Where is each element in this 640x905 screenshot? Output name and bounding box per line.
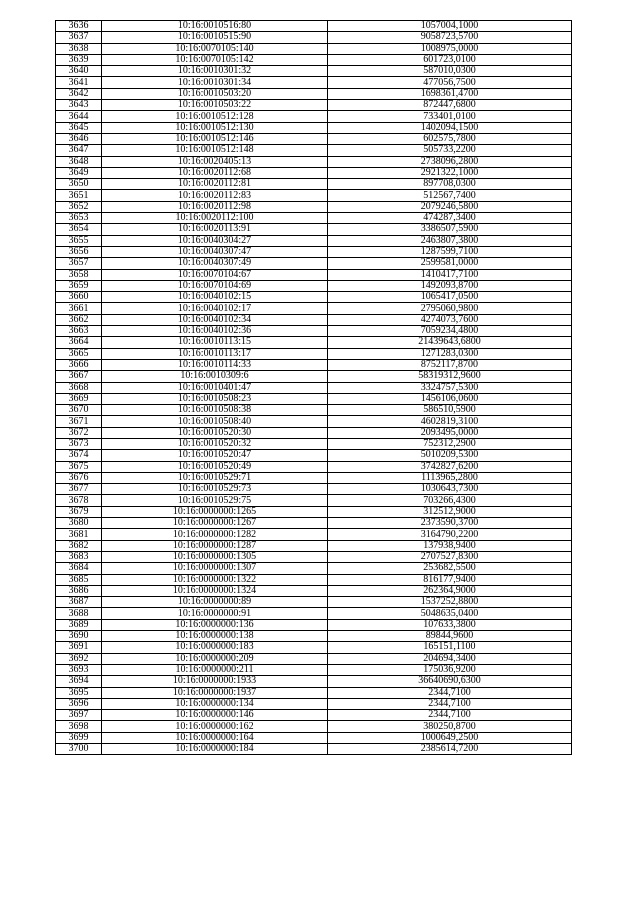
cadastral-number-cell: 10:16:0000000:1324 xyxy=(102,585,328,596)
table-row xyxy=(56,495,572,506)
value-cell: 505733,2200 xyxy=(328,145,572,156)
row-number-cell: 3670 xyxy=(56,405,102,416)
table-row xyxy=(56,21,572,32)
row-number-cell: 3646 xyxy=(56,133,102,144)
cadastral-number-cell: 10:16:0000000:134 xyxy=(102,698,328,709)
cadastral-number-cell: 10:16:0010503:20 xyxy=(102,88,328,99)
table-row xyxy=(56,145,572,156)
value-cell: 3386507,5900 xyxy=(328,224,572,235)
row-number-cell: 3636 xyxy=(56,21,102,32)
value-cell: 1456106,0600 xyxy=(328,393,572,404)
row-number-cell: 3697 xyxy=(56,710,102,721)
value-cell: 703266,4300 xyxy=(328,495,572,506)
value-cell: 3164790,2200 xyxy=(328,529,572,540)
cadastral-number-cell: 10:16:0010401:47 xyxy=(102,382,328,393)
table-row xyxy=(56,664,572,675)
row-number-cell: 3638 xyxy=(56,43,102,54)
value-cell: 1030643,7300 xyxy=(328,484,572,495)
table-row xyxy=(56,269,572,280)
table-row xyxy=(56,732,572,743)
row-number-cell: 3696 xyxy=(56,698,102,709)
row-number-cell: 3668 xyxy=(56,382,102,393)
row-number-cell: 3650 xyxy=(56,179,102,190)
value-cell: 897708,0300 xyxy=(328,179,572,190)
table-row xyxy=(56,597,572,608)
value-cell: 253682,5500 xyxy=(328,563,572,574)
table-row xyxy=(56,450,572,461)
row-number-cell: 3642 xyxy=(56,88,102,99)
table-row xyxy=(56,676,572,687)
table-row xyxy=(56,258,572,269)
cadastral-number-cell: 10:16:0000000:136 xyxy=(102,619,328,630)
cadastral-number-cell: 10:16:0010301:34 xyxy=(102,77,328,88)
table-row xyxy=(56,438,572,449)
cadastral-number-cell: 10:16:0010520:49 xyxy=(102,461,328,472)
value-cell: 58319312,9600 xyxy=(328,371,572,382)
value-cell: 2707527,8300 xyxy=(328,551,572,562)
value-cell: 2344,7100 xyxy=(328,698,572,709)
value-cell: 312512,9000 xyxy=(328,506,572,517)
cadastral-number-cell: 10:16:0000000:1322 xyxy=(102,574,328,585)
row-number-cell: 3698 xyxy=(56,721,102,732)
cadastral-number-cell: 10:16:0010309:6 xyxy=(102,371,328,382)
row-number-cell: 3692 xyxy=(56,653,102,664)
cadastral-number-cell: 10:16:0010114:33 xyxy=(102,359,328,370)
row-number-cell: 3682 xyxy=(56,540,102,551)
row-number-cell: 3657 xyxy=(56,258,102,269)
cadastral-number-cell: 10:16:0040102:34 xyxy=(102,314,328,325)
row-number-cell: 3654 xyxy=(56,224,102,235)
cadastral-number-cell: 10:16:0010520:32 xyxy=(102,438,328,449)
row-number-cell: 3664 xyxy=(56,337,102,348)
cadastral-number-cell: 10:16:0040307:47 xyxy=(102,246,328,257)
row-number-cell: 3665 xyxy=(56,348,102,359)
data-table xyxy=(55,20,572,755)
cadastral-number-cell: 10:16:0000000:1937 xyxy=(102,687,328,698)
value-cell: 8752117,8700 xyxy=(328,359,572,370)
value-cell: 1698361,4700 xyxy=(328,88,572,99)
row-number-cell: 3690 xyxy=(56,631,102,642)
value-cell: 601723,0100 xyxy=(328,54,572,65)
row-number-cell: 3684 xyxy=(56,563,102,574)
cadastral-number-cell: 10:16:0010508:23 xyxy=(102,393,328,404)
cadastral-number-cell: 10:16:0070105:142 xyxy=(102,54,328,65)
table-row xyxy=(56,246,572,257)
row-number-cell: 3643 xyxy=(56,100,102,111)
value-cell: 2921322,1000 xyxy=(328,167,572,178)
row-number-cell: 3637 xyxy=(56,32,102,43)
row-number-cell: 3645 xyxy=(56,122,102,133)
value-cell: 1008975,0000 xyxy=(328,43,572,54)
value-cell: 733401,0100 xyxy=(328,111,572,122)
cadastral-number-cell: 10:16:0010508:40 xyxy=(102,416,328,427)
row-number-cell: 3676 xyxy=(56,472,102,483)
cadastral-number-cell: 10:16:0010520:30 xyxy=(102,427,328,438)
row-number-cell: 3687 xyxy=(56,597,102,608)
table-row xyxy=(56,427,572,438)
table-row xyxy=(56,337,572,348)
row-number-cell: 3640 xyxy=(56,66,102,77)
cadastral-number-cell: 10:16:0070105:140 xyxy=(102,43,328,54)
row-number-cell: 3673 xyxy=(56,438,102,449)
cadastral-number-cell: 10:16:0000000:184 xyxy=(102,744,328,755)
cadastral-number-cell: 10:16:0000000:138 xyxy=(102,631,328,642)
table-row xyxy=(56,235,572,246)
cadastral-number-cell: 10:16:0020113:91 xyxy=(102,224,328,235)
cadastral-number-cell: 10:16:0070104:69 xyxy=(102,280,328,291)
row-number-cell: 3649 xyxy=(56,167,102,178)
table-row xyxy=(56,551,572,562)
value-cell: 175036,9200 xyxy=(328,664,572,675)
row-number-cell: 3653 xyxy=(56,213,102,224)
cadastral-number-cell: 10:16:0000000:1267 xyxy=(102,518,328,529)
cadastral-number-cell: 10:16:0000000:91 xyxy=(102,608,328,619)
table-row xyxy=(56,405,572,416)
table-row xyxy=(56,66,572,77)
value-cell: 752312,2900 xyxy=(328,438,572,449)
row-number-cell: 3681 xyxy=(56,529,102,540)
table-row xyxy=(56,88,572,99)
value-cell: 2344,7100 xyxy=(328,710,572,721)
table-row xyxy=(56,326,572,337)
cadastral-number-cell: 10:16:0040102:36 xyxy=(102,326,328,337)
row-number-cell: 3683 xyxy=(56,551,102,562)
row-number-cell: 3661 xyxy=(56,303,102,314)
value-cell: 872447,6800 xyxy=(328,100,572,111)
value-cell: 1271283,0300 xyxy=(328,348,572,359)
cadastral-number-cell: 10:16:0020112:68 xyxy=(102,167,328,178)
table-row xyxy=(56,653,572,664)
value-cell: 3742827,6200 xyxy=(328,461,572,472)
cadastral-number-cell: 10:16:0000000:211 xyxy=(102,664,328,675)
value-cell: 1065417,0500 xyxy=(328,292,572,303)
table-row xyxy=(56,631,572,642)
value-cell: 477056,7500 xyxy=(328,77,572,88)
cadastral-number-cell: 10:16:0010512:146 xyxy=(102,133,328,144)
value-cell: 204694,3400 xyxy=(328,653,572,664)
value-cell: 3324757,5300 xyxy=(328,382,572,393)
value-cell: 1410417,7100 xyxy=(328,269,572,280)
table-row xyxy=(56,529,572,540)
value-cell: 262364,9000 xyxy=(328,585,572,596)
cadastral-number-cell: 10:16:0010503:22 xyxy=(102,100,328,111)
cadastral-number-cell: 10:16:0000000:1307 xyxy=(102,563,328,574)
table-row xyxy=(56,585,572,596)
table-row xyxy=(56,574,572,585)
value-cell: 5048635,0400 xyxy=(328,608,572,619)
cadastral-number-cell: 10:16:0010529:73 xyxy=(102,484,328,495)
table-row xyxy=(56,292,572,303)
row-number-cell: 3677 xyxy=(56,484,102,495)
row-number-cell: 3699 xyxy=(56,732,102,743)
value-cell: 36640690,6300 xyxy=(328,676,572,687)
cadastral-number-cell: 10:16:0000000:1287 xyxy=(102,540,328,551)
cadastral-number-cell: 10:16:0010516:80 xyxy=(102,21,328,32)
value-cell: 2079246,5800 xyxy=(328,201,572,212)
table-row xyxy=(56,619,572,630)
table-row xyxy=(56,111,572,122)
cadastral-number-cell: 10:16:0000000:209 xyxy=(102,653,328,664)
table-row xyxy=(56,359,572,370)
value-cell: 816177,9400 xyxy=(328,574,572,585)
table-row xyxy=(56,382,572,393)
row-number-cell: 3658 xyxy=(56,269,102,280)
table-body xyxy=(56,21,572,755)
cadastral-number-cell: 10:16:0040304:27 xyxy=(102,235,328,246)
row-number-cell: 3675 xyxy=(56,461,102,472)
value-cell: 2093495,0000 xyxy=(328,427,572,438)
value-cell: 2463807,3800 xyxy=(328,235,572,246)
cadastral-number-cell: 10:16:0040102:17 xyxy=(102,303,328,314)
cadastral-number-cell: 10:16:0010529:75 xyxy=(102,495,328,506)
table-row xyxy=(56,608,572,619)
row-number-cell: 3693 xyxy=(56,664,102,675)
table-row xyxy=(56,710,572,721)
row-number-cell: 3659 xyxy=(56,280,102,291)
row-number-cell: 3672 xyxy=(56,427,102,438)
table-row xyxy=(56,201,572,212)
row-number-cell: 3669 xyxy=(56,393,102,404)
cadastral-number-cell: 10:16:0010515:90 xyxy=(102,32,328,43)
cadastral-number-cell: 10:16:0010113:15 xyxy=(102,337,328,348)
table-row xyxy=(56,156,572,167)
row-number-cell: 3648 xyxy=(56,156,102,167)
value-cell: 1537252,8800 xyxy=(328,597,572,608)
table-row xyxy=(56,303,572,314)
table-row xyxy=(56,472,572,483)
table-row xyxy=(56,54,572,65)
cadastral-number-cell: 10:16:0070104:67 xyxy=(102,269,328,280)
cadastral-number-cell: 10:16:0000000:1933 xyxy=(102,676,328,687)
cadastral-number-cell: 10:16:0000000:146 xyxy=(102,710,328,721)
row-number-cell: 3644 xyxy=(56,111,102,122)
value-cell: 2373590,3700 xyxy=(328,518,572,529)
cadastral-number-cell: 10:16:0000000:164 xyxy=(102,732,328,743)
value-cell: 5010209,5300 xyxy=(328,450,572,461)
table-row xyxy=(56,540,572,551)
cadastral-number-cell: 10:16:0010113:17 xyxy=(102,348,328,359)
table-row xyxy=(56,461,572,472)
table-row xyxy=(56,744,572,755)
table-row xyxy=(56,190,572,201)
cadastral-number-cell: 10:16:0010520:47 xyxy=(102,450,328,461)
cadastral-number-cell: 10:16:0010508:38 xyxy=(102,405,328,416)
row-number-cell: 3674 xyxy=(56,450,102,461)
table-row xyxy=(56,100,572,111)
row-number-cell: 3700 xyxy=(56,744,102,755)
row-number-cell: 3689 xyxy=(56,619,102,630)
table-row xyxy=(56,416,572,427)
row-number-cell: 3694 xyxy=(56,676,102,687)
value-cell: 1402094,1500 xyxy=(328,122,572,133)
row-number-cell: 3691 xyxy=(56,642,102,653)
value-cell: 602575,7800 xyxy=(328,133,572,144)
table-row xyxy=(56,563,572,574)
value-cell: 1287599,7100 xyxy=(328,246,572,257)
value-cell: 2738096,2800 xyxy=(328,156,572,167)
row-number-cell: 3666 xyxy=(56,359,102,370)
value-cell: 21439643,6800 xyxy=(328,337,572,348)
value-cell: 89844,9600 xyxy=(328,631,572,642)
row-number-cell: 3688 xyxy=(56,608,102,619)
value-cell: 4274073,7600 xyxy=(328,314,572,325)
table-row xyxy=(56,167,572,178)
value-cell: 9058723,5700 xyxy=(328,32,572,43)
table-row xyxy=(56,213,572,224)
value-cell: 380250,8700 xyxy=(328,721,572,732)
value-cell: 137938,9400 xyxy=(328,540,572,551)
cadastral-number-cell: 10:16:0000000:162 xyxy=(102,721,328,732)
cadastral-number-cell: 10:16:0010301:32 xyxy=(102,66,328,77)
row-number-cell: 3667 xyxy=(56,371,102,382)
cadastral-number-cell: 10:16:0010512:130 xyxy=(102,122,328,133)
value-cell: 2795060,9800 xyxy=(328,303,572,314)
table-row xyxy=(56,371,572,382)
cadastral-number-cell: 10:16:0020405:13 xyxy=(102,156,328,167)
cadastral-number-cell: 10:16:0000000:1305 xyxy=(102,551,328,562)
value-cell: 4602819,3100 xyxy=(328,416,572,427)
table-row xyxy=(56,43,572,54)
row-number-cell: 3652 xyxy=(56,201,102,212)
value-cell: 165151,1100 xyxy=(328,642,572,653)
value-cell: 2599581,0000 xyxy=(328,258,572,269)
row-number-cell: 3662 xyxy=(56,314,102,325)
table-row xyxy=(56,77,572,88)
value-cell: 107633,3800 xyxy=(328,619,572,630)
value-cell: 2385614,7200 xyxy=(328,744,572,755)
table-row xyxy=(56,348,572,359)
cadastral-number-cell: 10:16:0010512:148 xyxy=(102,145,328,156)
row-number-cell: 3639 xyxy=(56,54,102,65)
value-cell: 1000649,2500 xyxy=(328,732,572,743)
row-number-cell: 3685 xyxy=(56,574,102,585)
cadastral-number-cell: 10:16:0020112:81 xyxy=(102,179,328,190)
row-number-cell: 3655 xyxy=(56,235,102,246)
value-cell: 587010,0300 xyxy=(328,66,572,77)
table-row xyxy=(56,393,572,404)
cadastral-number-cell: 10:16:0010512:128 xyxy=(102,111,328,122)
row-number-cell: 3679 xyxy=(56,506,102,517)
value-cell: 1113965,2800 xyxy=(328,472,572,483)
cadastral-number-cell: 10:16:0000000:183 xyxy=(102,642,328,653)
value-cell: 474287,3400 xyxy=(328,213,572,224)
value-cell: 586510,5900 xyxy=(328,405,572,416)
value-cell: 2344,7100 xyxy=(328,687,572,698)
value-cell: 7059234,4800 xyxy=(328,326,572,337)
table-row xyxy=(56,687,572,698)
row-number-cell: 3671 xyxy=(56,416,102,427)
value-cell: 1492093,8700 xyxy=(328,280,572,291)
table-row xyxy=(56,642,572,653)
row-number-cell: 3663 xyxy=(56,326,102,337)
row-number-cell: 3678 xyxy=(56,495,102,506)
table-row xyxy=(56,518,572,529)
row-number-cell: 3686 xyxy=(56,585,102,596)
table-row xyxy=(56,698,572,709)
cadastral-number-cell: 10:16:0040307:49 xyxy=(102,258,328,269)
table-row xyxy=(56,224,572,235)
table-row xyxy=(56,32,572,43)
table-row xyxy=(56,506,572,517)
row-number-cell: 3641 xyxy=(56,77,102,88)
table-row xyxy=(56,133,572,144)
row-number-cell: 3680 xyxy=(56,518,102,529)
row-number-cell: 3656 xyxy=(56,246,102,257)
row-number-cell: 3651 xyxy=(56,190,102,201)
cadastral-number-cell: 10:16:0020112:83 xyxy=(102,190,328,201)
cadastral-number-cell: 10:16:0020112:100 xyxy=(102,213,328,224)
value-cell: 1057004,1000 xyxy=(328,21,572,32)
row-number-cell: 3660 xyxy=(56,292,102,303)
cadastral-number-cell: 10:16:0000000:1282 xyxy=(102,529,328,540)
value-cell: 512567,7400 xyxy=(328,190,572,201)
table-row xyxy=(56,484,572,495)
table-row xyxy=(56,721,572,732)
table-row xyxy=(56,122,572,133)
cadastral-number-cell: 10:16:0000000:1265 xyxy=(102,506,328,517)
row-number-cell: 3695 xyxy=(56,687,102,698)
cadastral-number-cell: 10:16:0040102:15 xyxy=(102,292,328,303)
cadastral-number-cell: 10:16:0020112:98 xyxy=(102,201,328,212)
table-row xyxy=(56,314,572,325)
cadastral-number-cell: 10:16:0000000:89 xyxy=(102,597,328,608)
table-row xyxy=(56,179,572,190)
cadastral-number-cell: 10:16:0010529:71 xyxy=(102,472,328,483)
table-row xyxy=(56,280,572,291)
row-number-cell: 3647 xyxy=(56,145,102,156)
